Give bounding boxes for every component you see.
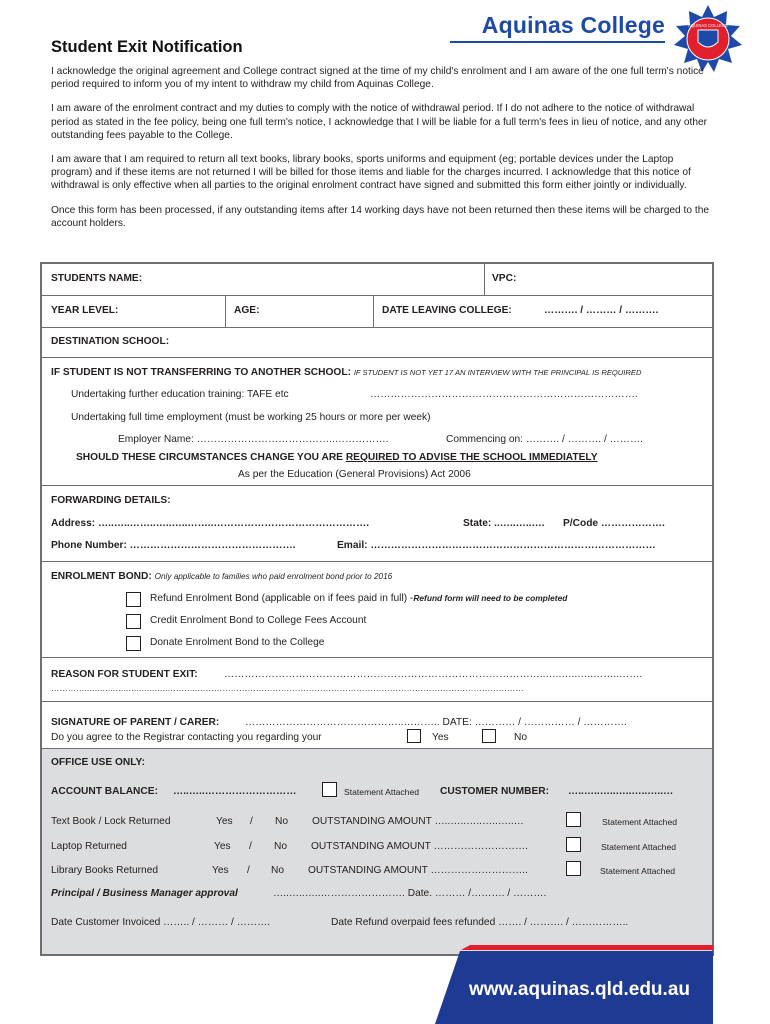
- return-no[interactable]: No: [275, 816, 289, 827]
- intro-paragraph-4: Once this form has been processed, if any outstanding items after 14 working days have not been returned then these items will be charged to the account holders.: [51, 204, 710, 229]
- not-transferring-heading-line: [51, 367, 641, 378]
- age-field[interactable]: [226, 296, 374, 327]
- return-row-library: [42, 864, 712, 886]
- phone-number-field[interactable]: Phone Number: ………………………………………….: [51, 540, 296, 551]
- circumstances-notice-prefix: SHOULD THESE CIRCUMSTANCES CHANGE YOU ARE: [76, 452, 346, 463]
- not-transferring-note: IF STUDENT IS NOT YET 17 AN INTERVIEW WITH THE PRINCIPAL IS REQUIRED: [353, 368, 642, 377]
- customer-number-fill[interactable]: …..…..…..…..…..…..…: [568, 786, 674, 797]
- office-use-section: [42, 749, 712, 954]
- approval-label: Principal / Business Manager approval: [51, 888, 238, 899]
- statement-checkbox[interactable]: [566, 861, 581, 876]
- reason-line-1[interactable]: …………………………………………………………………………………..…..…..…..……..…….: [224, 669, 643, 680]
- outstanding-amount[interactable]: OUTSTANDING AMOUNT ……………………….: [311, 841, 528, 852]
- credit-bond-label: Credit Enrolment Bond to College Fees Account: [150, 615, 367, 626]
- page-title: Student Exit Notification: [51, 38, 243, 56]
- office-use-heading: OFFICE USE ONLY:: [51, 757, 145, 768]
- registrar-yes-label: Yes: [432, 732, 449, 743]
- donate-bond-label: Donate Enrolment Bond to the College: [150, 637, 325, 648]
- statement-checkbox[interactable]: [566, 812, 581, 827]
- college-brand: [450, 12, 665, 42]
- circumstances-notice-underlined: REQUIRED TO ADVISE THE SCHOOL IMMEDIATELY: [345, 452, 598, 463]
- customer-number-label: CUSTOMER NUMBER:: [440, 786, 550, 797]
- enrolment-bond-heading-line: [51, 571, 392, 582]
- intro-paragraph-1: I acknowledge the original agreement and College contract signed at the time of my child's enrolment and I am aware of the one full term's notice period required to inform you of my intent to withdraw my child from Aquinas College.: [51, 66, 704, 91]
- statement-label: Statement Attached: [602, 817, 678, 827]
- refund-bond-label: Refund Enrolment Bond (applicable on if fees paid in full) -: [150, 593, 414, 604]
- email-field[interactable]: Email: …………………………………………………………………………: [337, 540, 656, 551]
- not-transferring-section: [42, 358, 712, 486]
- further-education-option[interactable]: Undertaking further education training: TAFE etc: [71, 389, 289, 400]
- reason-section: [42, 658, 712, 702]
- reason-label: REASON FOR STUDENT EXIT:: [51, 669, 198, 680]
- return-label: Text Book / Lock Returned: [51, 816, 171, 827]
- statement-label: Statement Attached: [600, 866, 676, 876]
- return-yes[interactable]: Yes: [216, 816, 233, 827]
- return-label: Laptop Returned: [51, 841, 127, 852]
- signature-section: [42, 702, 712, 749]
- outstanding-amount[interactable]: OUTSTANDING AMOUNT ………………………..: [308, 865, 528, 876]
- crest-text: AQUINAS COLLEGE: [688, 23, 728, 28]
- forwarding-details-section: [42, 486, 712, 562]
- students-name-label: STUDENTS NAME:: [51, 273, 143, 284]
- date-leaving-label: DATE LEAVING COLLEGE:: [382, 305, 512, 316]
- footer-red-stripe: [461, 945, 713, 950]
- year-level-field[interactable]: [42, 296, 226, 327]
- postcode-field[interactable]: P/Code ……………….: [563, 518, 665, 529]
- return-label: Library Books Returned: [51, 865, 159, 876]
- signature-fill[interactable]: ………………………………………..……….. DATE: ………… / …………… / ………….: [245, 717, 627, 728]
- refund-bond-note: Refund form will need to be completed: [413, 593, 568, 603]
- enrolment-bond-heading: ENROLMENT BOND:: [51, 571, 152, 582]
- refund-bond-option: [150, 593, 567, 604]
- employer-name-field[interactable]: Employer Name: …………………………………..…………….: [118, 434, 389, 445]
- vpc-label: VPC:: [492, 273, 517, 284]
- outstanding-amount[interactable]: OUTSTANDING AMOUNT …..…..…..…..…..…: [312, 816, 524, 827]
- year-level-label: YEAR LEVEL:: [51, 305, 119, 316]
- address-field[interactable]: Address: …..…..……..…..…..……..……………………………………….: [51, 518, 370, 529]
- registrar-no-checkbox[interactable]: [482, 729, 496, 743]
- return-separator: /: [247, 865, 250, 876]
- exit-form: [40, 262, 714, 956]
- website-url[interactable]: www.aquinas.qld.edu.au: [469, 979, 690, 1000]
- registrar-yes-checkbox[interactable]: [407, 729, 421, 743]
- row-students-name: [42, 264, 712, 296]
- vpc-field[interactable]: [485, 264, 712, 295]
- forwarding-details-heading: FORWARDING DETAILS:: [51, 495, 171, 506]
- date-customer-invoiced[interactable]: Date Customer Invoiced …….. / ……… / ……….: [51, 917, 271, 928]
- credit-bond-checkbox[interactable]: [126, 614, 141, 629]
- full-time-employment-option[interactable]: Undertaking full time employment (must be working 25 hours or more per week): [71, 412, 431, 423]
- destination-school-field[interactable]: [42, 328, 712, 358]
- approval-fill[interactable]: …..…..…..……………………. Date. ……… /………. / ……….: [273, 888, 547, 899]
- intro-paragraph-2: I am aware of the enrolment contract and my duties to comply with the notice of withdrawal period. If I do not adhere to the notice of withdrawal period as stated in the fee policy, being one full term's notice, I acknowledge that I will be liable for a full term's fees in lieu of notice, and any other outstanding fees payable to the College.: [51, 103, 708, 141]
- date-leaving-fill: ………. / ……… / ……….: [544, 305, 659, 316]
- return-separator: /: [250, 816, 253, 827]
- date-leaving-field[interactable]: [374, 296, 712, 327]
- registrar-question: Do you agree to the Registrar contacting you regarding your: [51, 732, 322, 743]
- college-name: Aquinas College: [481, 12, 665, 38]
- return-no[interactable]: No: [274, 841, 288, 852]
- intro-text: [51, 65, 711, 241]
- row-year-level: [42, 296, 712, 328]
- brand-underline: [450, 41, 665, 43]
- return-row-laptop: [42, 840, 712, 862]
- students-name-field[interactable]: [42, 264, 485, 295]
- commencing-on-field[interactable]: Commencing on: ………. / ………. / ……….: [446, 434, 643, 445]
- return-row-textbook: [42, 815, 712, 837]
- enrolment-bond-section: [42, 562, 712, 658]
- intro-paragraph-3: I am aware that I am required to return all text books, library books, sports uniforms and equipment (eg; portable devices under the Laptop program) and if these items are not returned I will be billed for those items and liable for the charges incurred. I acknowledge that this notice of withdrawal is only effective when all parties to the original enrolment contract have signed and submitted this form either jointly or individually.: [51, 154, 691, 192]
- statement-checkbox[interactable]: [566, 837, 581, 852]
- age-label: AGE:: [234, 305, 260, 316]
- destination-school-label: DESTINATION SCHOOL:: [51, 336, 170, 347]
- date-refund[interactable]: Date Refund overpaid fees refunded ……. / ………. / ……………..: [331, 917, 629, 928]
- return-separator: /: [249, 841, 252, 852]
- return-no[interactable]: No: [271, 865, 285, 876]
- registrar-no-label: No: [514, 732, 528, 743]
- further-education-fill[interactable]: …………………………………………………………………….: [370, 389, 638, 400]
- state-field[interactable]: State: ..…..…..….: [463, 518, 545, 529]
- account-balance-label: ACCOUNT BALANCE:: [51, 786, 158, 797]
- signature-label: SIGNATURE OF PARENT / CARER:: [51, 717, 220, 728]
- account-statement-checkbox[interactable]: [322, 782, 337, 797]
- account-statement-label: Statement Attached: [344, 787, 420, 797]
- return-yes[interactable]: Yes: [214, 841, 231, 852]
- statement-label: Statement Attached: [601, 842, 677, 852]
- not-transferring-heading: IF STUDENT IS NOT TRANSFERRING TO ANOTHER SCHOOL:: [51, 367, 351, 378]
- enrolment-bond-note: Only applicable to families who paid enrolment bond prior to 2016: [154, 572, 393, 581]
- education-act-note: As per the Education (General Provisions) Act 2006: [238, 469, 471, 480]
- return-yes[interactable]: Yes: [212, 865, 229, 876]
- circumstances-notice: [76, 452, 598, 463]
- donate-bond-checkbox[interactable]: [126, 636, 141, 651]
- reason-line-2[interactable]: …………..…..…..…..…..…..…..………..………………………………………………………………………………………………………: [51, 683, 524, 693]
- account-balance-fill[interactable]: …..…..………………………: [173, 786, 297, 797]
- refund-bond-checkbox[interactable]: [126, 592, 141, 607]
